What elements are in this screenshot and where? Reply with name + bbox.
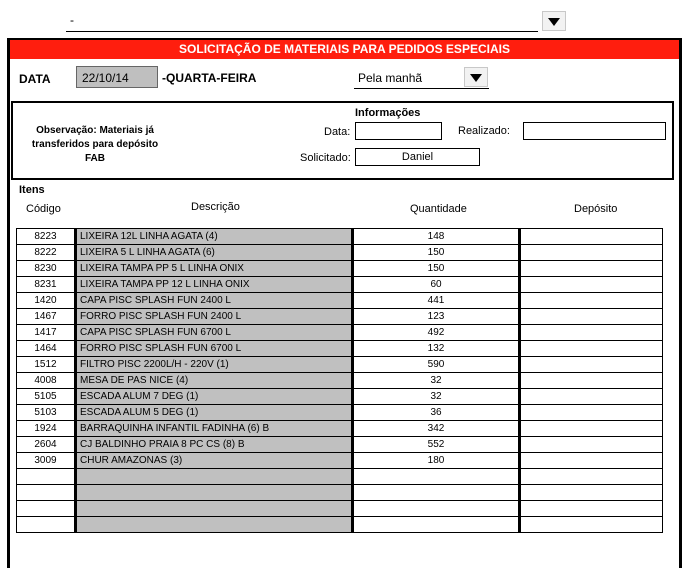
item-description-cell[interactable] bbox=[76, 501, 353, 517]
item-code-cell[interactable]: 2604 bbox=[17, 437, 76, 453]
item-code-cell[interactable]: 5105 bbox=[17, 389, 76, 405]
item-code-cell[interactable]: 4008 bbox=[17, 373, 76, 389]
period-select-value: Pela manhã bbox=[358, 71, 423, 85]
item-quantity-cell[interactable]: 32 bbox=[353, 389, 520, 405]
table-row bbox=[17, 341, 663, 357]
data-label: Data: bbox=[324, 126, 351, 138]
item-deposit-cell[interactable] bbox=[520, 293, 663, 309]
item-deposit-cell[interactable] bbox=[520, 485, 663, 501]
item-deposit-cell[interactable] bbox=[520, 245, 663, 261]
item-quantity-cell[interactable]: 342 bbox=[353, 421, 520, 437]
item-deposit-cell[interactable] bbox=[520, 261, 663, 277]
item-code-cell[interactable]: 1512 bbox=[17, 357, 76, 373]
item-quantity-cell[interactable] bbox=[353, 485, 520, 501]
weekday-label: -QUARTA-FEIRA bbox=[162, 71, 257, 85]
observation-line: transferidos para depósito bbox=[31, 139, 159, 150]
item-code-cell[interactable] bbox=[17, 485, 76, 501]
item-quantity-cell[interactable]: 60 bbox=[353, 277, 520, 293]
date-label: DATA bbox=[19, 72, 51, 86]
form-title: SOLICITAÇÃO DE MATERIAIS PARA PEDIDOS ESPECIAIS bbox=[10, 40, 679, 59]
item-deposit-cell[interactable] bbox=[520, 501, 663, 517]
solicitado-field[interactable]: Daniel bbox=[355, 148, 480, 166]
table-row bbox=[17, 229, 663, 245]
item-quantity-cell[interactable]: 180 bbox=[353, 453, 520, 469]
item-quantity-cell[interactable]: 32 bbox=[353, 373, 520, 389]
item-deposit-cell[interactable] bbox=[520, 405, 663, 421]
table-row bbox=[17, 453, 663, 469]
top-select-value: - bbox=[70, 13, 74, 27]
data-field[interactable] bbox=[355, 122, 442, 140]
item-quantity-cell[interactable] bbox=[353, 469, 520, 485]
item-description-cell[interactable] bbox=[76, 485, 353, 501]
item-description-cell[interactable] bbox=[76, 469, 353, 485]
item-quantity-cell[interactable]: 150 bbox=[353, 261, 520, 277]
item-code-cell[interactable]: 5103 bbox=[17, 405, 76, 421]
column-header-deposit: Depósito bbox=[574, 203, 618, 215]
item-description-cell[interactable]: LIXEIRA TAMPA PP 12 L LINHA ONIX bbox=[76, 277, 353, 293]
item-code-cell[interactable]: 1924 bbox=[17, 421, 76, 437]
table-row bbox=[17, 309, 663, 325]
observation-line: Observação: Materiais já bbox=[36, 125, 154, 136]
item-deposit-cell[interactable] bbox=[520, 229, 663, 245]
column-header-code: Código bbox=[26, 203, 61, 215]
item-description-cell[interactable]: FORRO PISC SPLASH FUN 6700 L bbox=[76, 341, 353, 357]
column-header-quantity: Quantidade bbox=[410, 203, 467, 215]
item-quantity-cell[interactable] bbox=[353, 517, 520, 533]
item-description-cell[interactable]: LIXEIRA 5 L LINHA AGATA (6) bbox=[76, 245, 353, 261]
top-select[interactable] bbox=[66, 10, 568, 32]
observation-line: FAB bbox=[85, 153, 105, 164]
realizado-field[interactable] bbox=[523, 122, 666, 140]
item-code-cell[interactable] bbox=[17, 517, 76, 533]
item-description-cell[interactable]: BARRAQUINHA INFANTIL FADINHA (6) B bbox=[76, 421, 353, 437]
item-code-cell[interactable]: 8223 bbox=[17, 229, 76, 245]
item-code-cell[interactable]: 1420 bbox=[17, 293, 76, 309]
table-row bbox=[17, 325, 663, 341]
solicitado-label: Solicitado: bbox=[300, 152, 351, 164]
table-row bbox=[17, 517, 663, 533]
item-code-cell[interactable]: 1417 bbox=[17, 325, 76, 341]
date-field[interactable]: 22/10/14 bbox=[76, 66, 158, 88]
table-row bbox=[17, 485, 663, 501]
item-deposit-cell[interactable] bbox=[520, 341, 663, 357]
item-description-cell[interactable]: ESCADA ALUM 7 DEG (1) bbox=[76, 389, 353, 405]
top-select-dropdown-button[interactable] bbox=[542, 11, 566, 31]
items-section-label: Itens bbox=[19, 184, 45, 196]
item-description-cell[interactable]: CHUR AMAZONAS (3) bbox=[76, 453, 353, 469]
item-description-cell[interactable]: FILTRO PISC 2200L/H - 220V (1) bbox=[76, 357, 353, 373]
item-description-cell[interactable]: CAPA PISC SPLASH FUN 2400 L bbox=[76, 293, 353, 309]
column-header-description: Descrição bbox=[191, 201, 240, 213]
item-quantity-cell[interactable]: 590 bbox=[353, 357, 520, 373]
item-deposit-cell[interactable] bbox=[520, 309, 663, 325]
item-description-cell[interactable]: MESA DE PAS NICE (4) bbox=[76, 373, 353, 389]
realizado-label: Realizado: bbox=[458, 125, 510, 137]
table-row bbox=[17, 357, 663, 373]
item-description-cell[interactable]: LIXEIRA 12L LINHA AGATA (4) bbox=[76, 229, 353, 245]
item-quantity-cell[interactable]: 552 bbox=[353, 437, 520, 453]
item-description-cell[interactable]: CJ BALDINHO PRAIA 8 PC CS (8) B bbox=[76, 437, 353, 453]
item-deposit-cell[interactable] bbox=[520, 325, 663, 341]
table-row bbox=[17, 389, 663, 405]
item-code-cell[interactable]: 8222 bbox=[17, 245, 76, 261]
item-code-cell[interactable]: 1464 bbox=[17, 341, 76, 357]
observation-note bbox=[14, 124, 176, 166]
period-dropdown-button[interactable] bbox=[464, 67, 488, 87]
items-table-body bbox=[17, 229, 663, 533]
item-description-cell[interactable] bbox=[76, 517, 353, 533]
item-code-cell[interactable]: 1467 bbox=[17, 309, 76, 325]
item-quantity-cell[interactable]: 123 bbox=[353, 309, 520, 325]
table-row bbox=[17, 405, 663, 421]
item-description-cell[interactable]: FORRO PISC SPLASH FUN 2400 L bbox=[76, 309, 353, 325]
item-deposit-cell[interactable] bbox=[520, 453, 663, 469]
chevron-down-icon bbox=[470, 74, 482, 82]
item-deposit-cell[interactable] bbox=[520, 469, 663, 485]
item-deposit-cell[interactable] bbox=[520, 277, 663, 293]
table-row bbox=[17, 373, 663, 389]
item-deposit-cell[interactable] bbox=[520, 437, 663, 453]
item-quantity-cell[interactable]: 441 bbox=[353, 293, 520, 309]
period-select-underline bbox=[354, 88, 489, 89]
chevron-down-icon bbox=[548, 18, 560, 26]
table-row bbox=[17, 245, 663, 261]
item-code-cell[interactable]: 8230 bbox=[17, 261, 76, 277]
item-description-cell[interactable]: LIXEIRA TAMPA PP 5 L LINHA ONIX bbox=[76, 261, 353, 277]
item-description-cell[interactable]: ESCADA ALUM 5 DEG (1) bbox=[76, 405, 353, 421]
item-deposit-cell[interactable] bbox=[520, 357, 663, 373]
item-deposit-cell[interactable] bbox=[520, 373, 663, 389]
item-code-cell[interactable] bbox=[17, 501, 76, 517]
item-quantity-cell[interactable]: 36 bbox=[353, 405, 520, 421]
item-code-cell[interactable] bbox=[17, 469, 76, 485]
table-row bbox=[17, 501, 663, 517]
table-row bbox=[17, 261, 663, 277]
table-row bbox=[17, 293, 663, 309]
info-heading: Informações bbox=[355, 107, 421, 119]
table-row bbox=[17, 437, 663, 453]
item-quantity-cell[interactable]: 132 bbox=[353, 341, 520, 357]
item-deposit-cell[interactable] bbox=[520, 421, 663, 437]
item-deposit-cell[interactable] bbox=[520, 389, 663, 405]
table-row bbox=[17, 421, 663, 437]
table-row bbox=[17, 277, 663, 293]
item-quantity-cell[interactable]: 148 bbox=[353, 229, 520, 245]
item-quantity-cell[interactable] bbox=[353, 501, 520, 517]
item-description-cell[interactable]: CAPA PISC SPLASH FUN 6700 L bbox=[76, 325, 353, 341]
item-code-cell[interactable]: 8231 bbox=[17, 277, 76, 293]
item-deposit-cell[interactable] bbox=[520, 517, 663, 533]
table-row bbox=[17, 469, 663, 485]
item-code-cell[interactable]: 3009 bbox=[17, 453, 76, 469]
top-select-underline bbox=[66, 31, 538, 32]
item-quantity-cell[interactable]: 492 bbox=[353, 325, 520, 341]
items-table bbox=[16, 228, 663, 533]
item-quantity-cell[interactable]: 150 bbox=[353, 245, 520, 261]
